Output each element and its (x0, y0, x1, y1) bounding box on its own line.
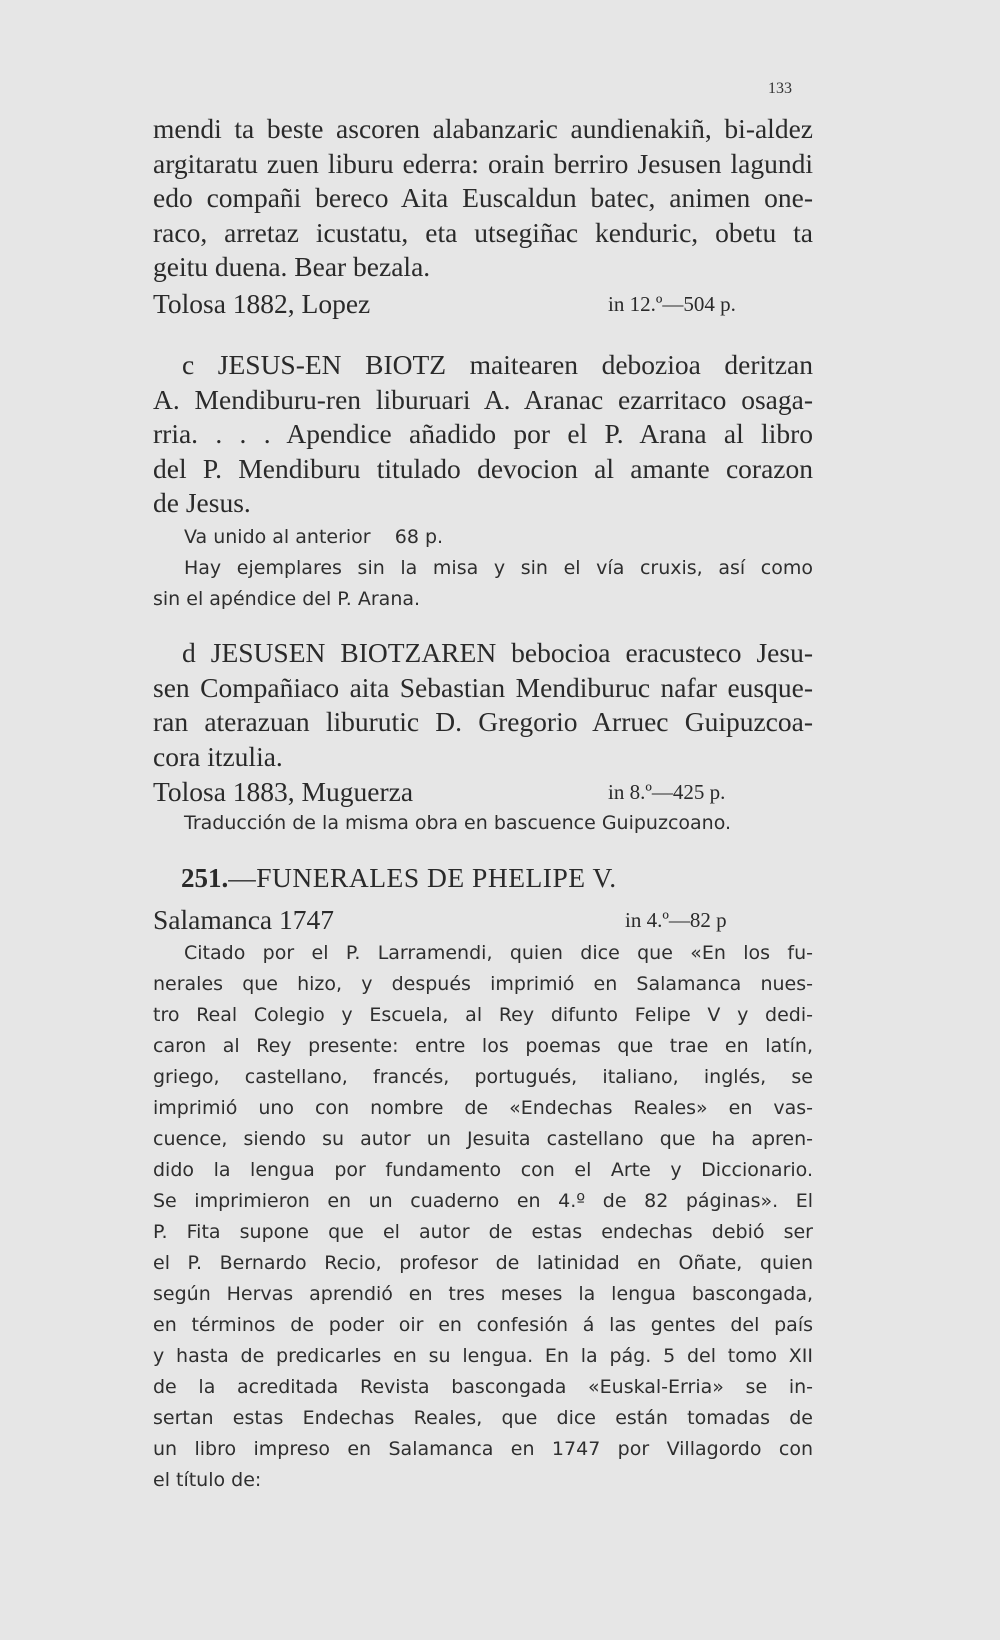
imprint-place: Salamanca 1747 (153, 904, 334, 935)
imprint-place: Tolosa 1882, Lopez (153, 288, 371, 319)
note-line: tro Real Colegio y Escuela, al Rey difunto Felipe V y dedi- (153, 1004, 813, 1026)
note-line: cuence, siendo su autor un Jesuita castellano que ha apren- (153, 1128, 813, 1150)
text-line: cora itzulia. (153, 740, 283, 772)
note-line: imprimió uno con nombre de «Endechas Reales» en vas- (153, 1097, 813, 1119)
note-line: el título de: (153, 1469, 262, 1491)
imprint-1747 (153, 904, 793, 936)
entry-251-note (153, 938, 813, 1496)
note-line: Traducción de la misma obra en bascuence Guipuzcoano. (184, 812, 732, 834)
imprint-place: Tolosa 1883, Muguerza (153, 776, 414, 807)
text-line: mendi ta beste ascoren alabanzaric aundienakiñ, bi-aldez (153, 113, 813, 144)
entry-d (153, 636, 813, 774)
note-line: en términos de poder oir en confesión á las gentes del país (153, 1314, 813, 1336)
entry-c-note-2 (153, 553, 813, 615)
entry-251-heading (181, 862, 617, 894)
intro-paragraph (153, 112, 813, 285)
note-line: dido la lengua por fundamento con el Arte y Diccionario. (153, 1159, 813, 1181)
note-line: Se imprimieron en un cuaderno en 4.º de 82 páginas». El (153, 1190, 813, 1212)
entry-title: —FUNERALES DE PHELIPE V. (228, 862, 617, 893)
text-line: A. Mendiburu-ren liburuari A. Aranac ezarritaco osaga- (153, 383, 813, 415)
entry-number: 251. (181, 863, 229, 893)
note-line: un libro impreso en Salamanca en 1747 por Villagordo con (153, 1438, 813, 1460)
note-line: según Hervas aprendió en tres meses la lengua bascongada, (153, 1283, 813, 1305)
imprint-1883 (153, 776, 793, 808)
imprint-format: in 12.º—504 p. (608, 292, 736, 316)
entry-c (153, 348, 813, 521)
text-line: c JESUS-EN BIOTZ maitearen debozioa deritzan (182, 349, 813, 380)
text-line: raco, arretaz icustatu, eta utsegiñac kenduric, obetu ta (153, 216, 813, 248)
note-line: caron al Rey presente: entre los poemas que trae en latín, (153, 1035, 813, 1057)
imprint-1882 (153, 288, 793, 320)
note-line: Hay ejemplares sin la misa y sin el vía cruxis, así como (184, 557, 813, 579)
note-line: el P. Bernardo Recio, profesor de latinidad en Oñate, quien (153, 1252, 813, 1274)
note-line: y hasta de predicarles en su lengua. En la pág. 5 del tomo XII (153, 1345, 813, 1367)
text-line: edo compañi bereco Aita Euscaldun batec, animen one- (153, 182, 813, 213)
note-line: sin el apéndice del P. Arana. (153, 588, 421, 610)
entry-c-note-1 (153, 522, 813, 553)
note-line: nerales que hizo, y después imprimió en Salamanca nues- (153, 973, 813, 995)
note-line: Citado por el P. Larramendi, quien dice que «En los fu- (184, 942, 813, 964)
entry-d-note (153, 808, 813, 839)
text-line: sen Compañiaco aita Sebastian Mendiburuc nafar eusque- (153, 671, 813, 703)
text-line: d JESUSEN BIOTZAREN bebocioa eracusteco Jesu- (182, 637, 813, 668)
text-line: de Jesus. (153, 487, 251, 518)
page-number: 133 (768, 80, 792, 97)
note-line: sertan estas Endechas Reales, que dice están tomadas de (153, 1407, 813, 1429)
text-line: ran aterazuan liburutic D. Gregorio Arruec Guipuzcoa- (153, 706, 813, 737)
note-line: griego, castellano, francés, portugués, italiano, inglés, se (153, 1066, 813, 1088)
note-line: Va unido al anterior 68 p. (184, 526, 444, 548)
text-line: del P. Mendiburu titulado devocion al amante corazon (153, 452, 813, 484)
text-line: argitaratu zuen liburu ederra: orain berriro Jesusen lagundi (153, 147, 813, 179)
note-line: P. Fita supone que el autor de estas endechas debió ser (153, 1221, 813, 1243)
text-line: rria. . . . Apendice añadido por el P. Arana al libro (153, 418, 813, 449)
note-line: de la acreditada Revista bascongada «Euskal-Erria» se in- (153, 1376, 813, 1398)
text-line: geitu duena. Bear bezala. (153, 251, 431, 282)
imprint-format: in 8.º—425 p. (608, 780, 726, 804)
imprint-format: in 4.º—82 p (625, 908, 727, 932)
